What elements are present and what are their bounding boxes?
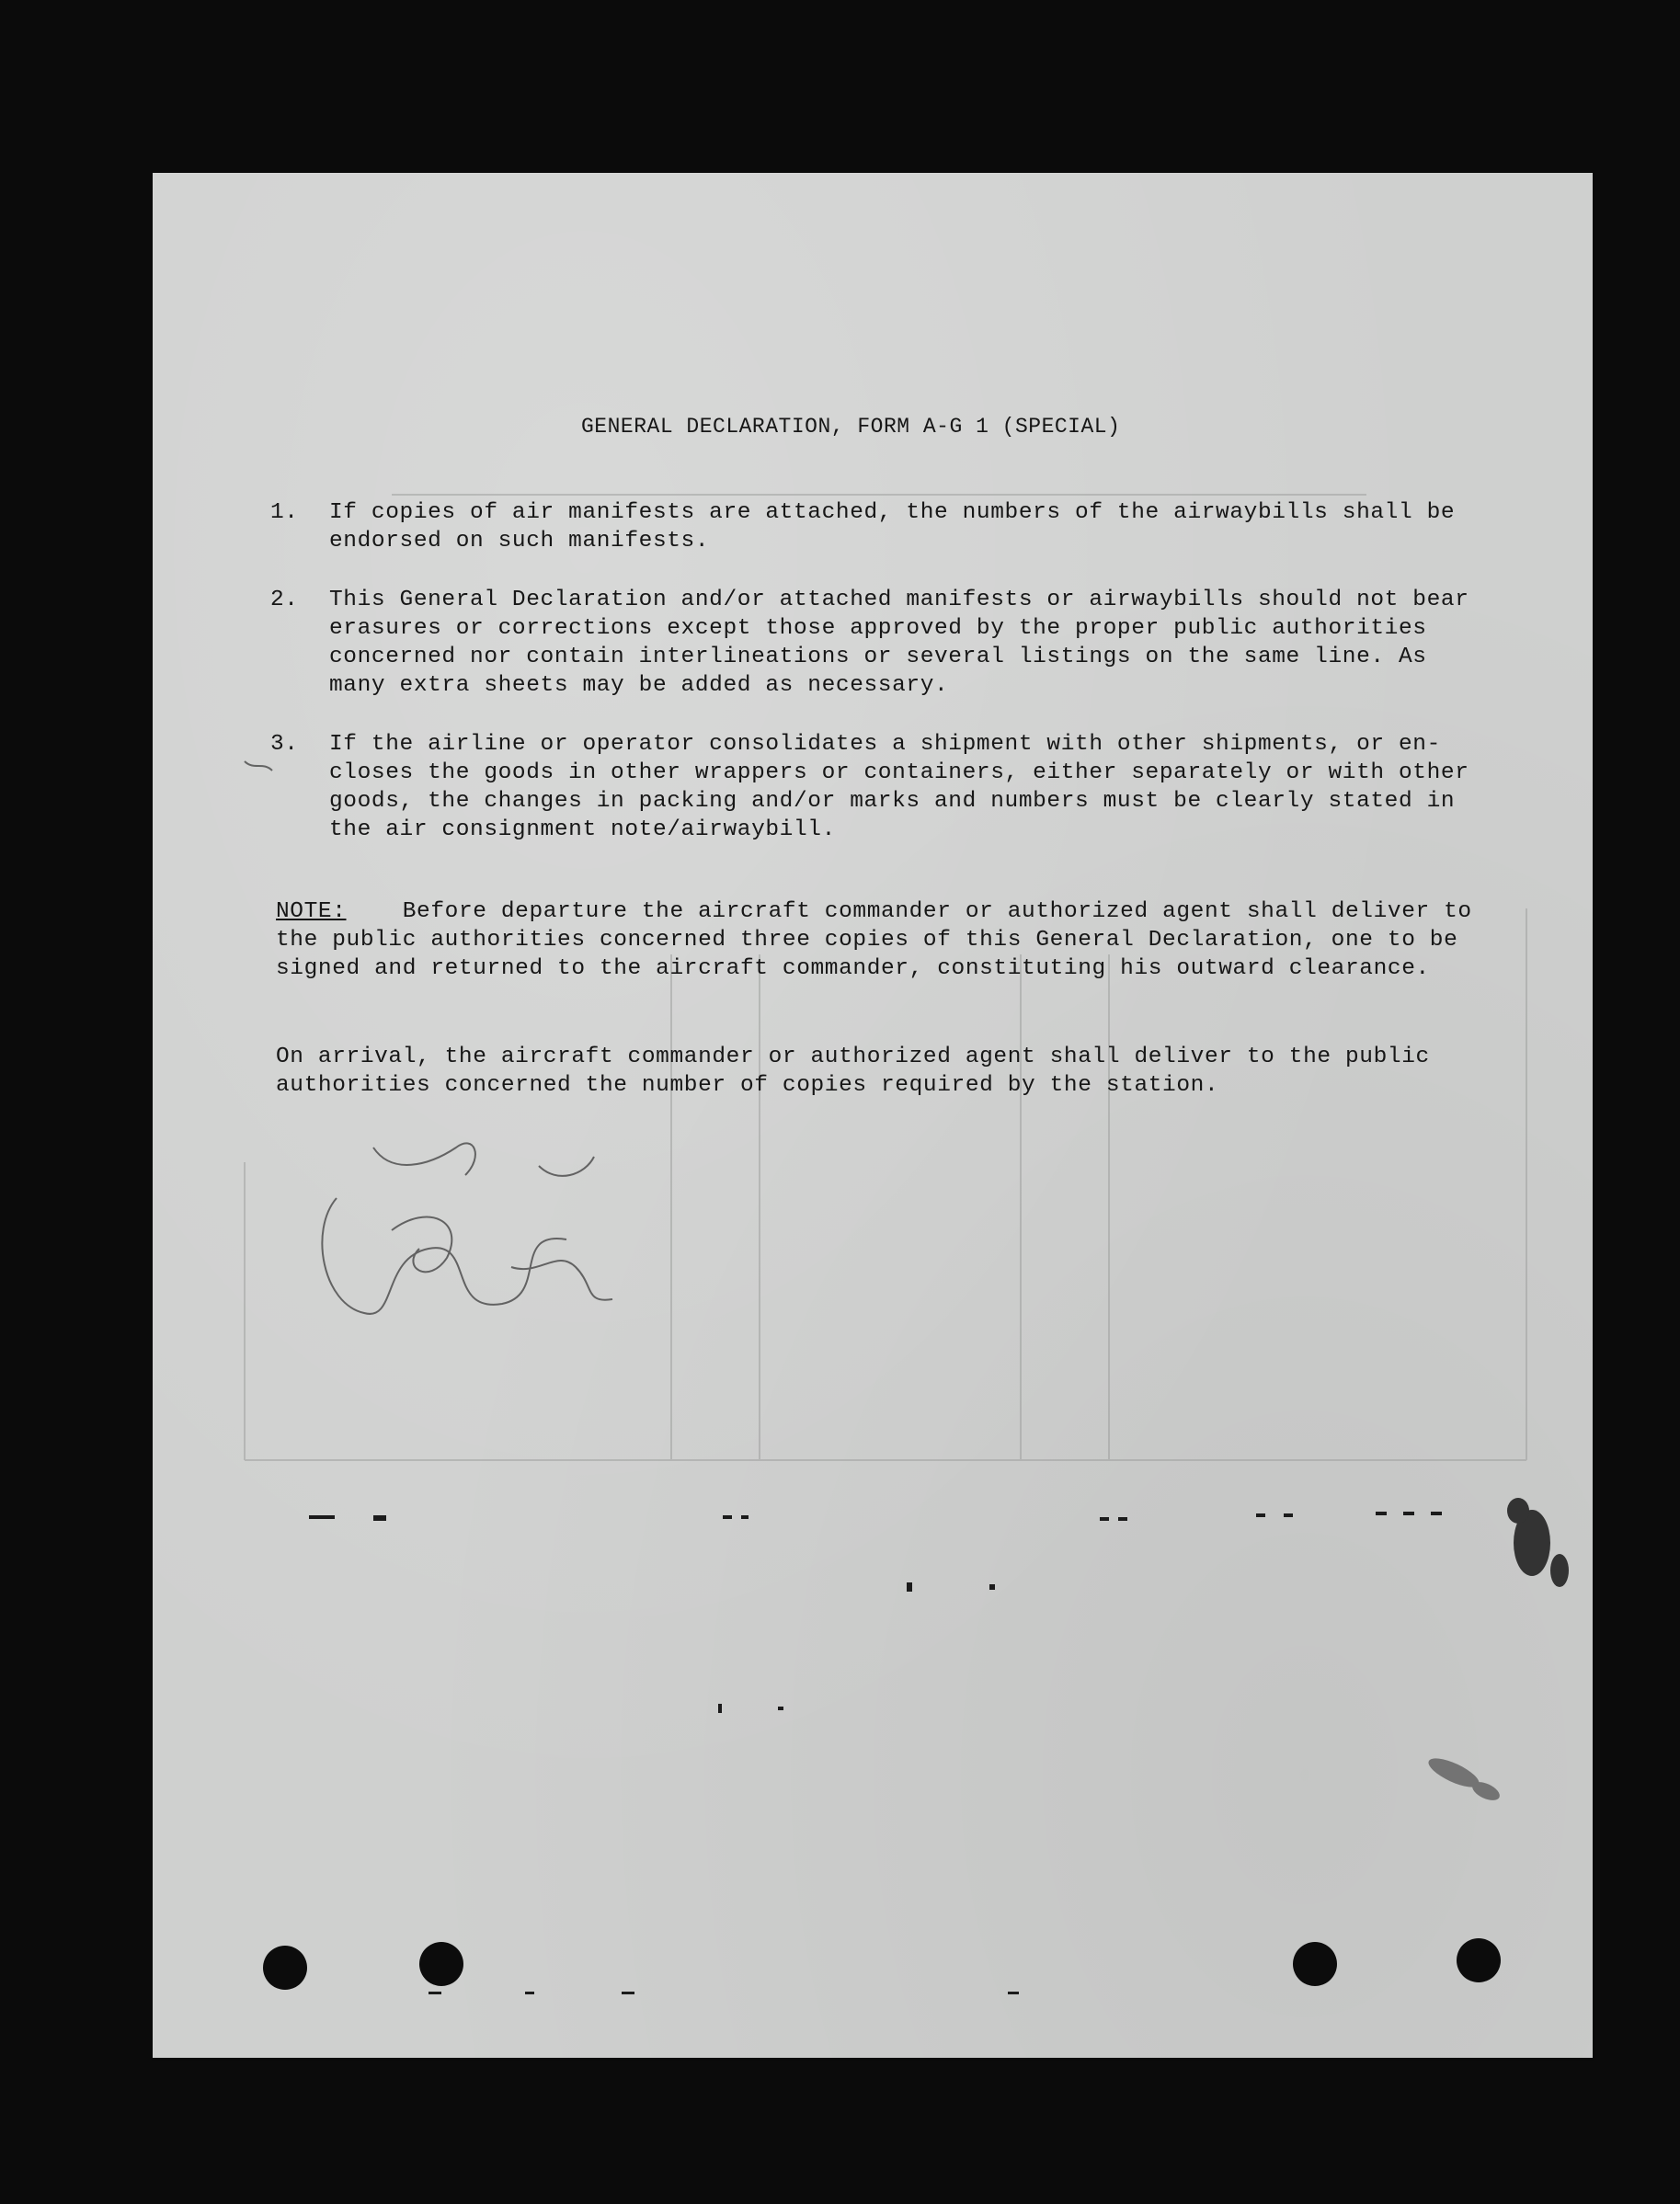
item-number: 3. — [270, 732, 299, 757]
list-item-3 — [270, 730, 1484, 844]
note-paragraph — [276, 897, 1490, 983]
punch-hole-1 — [263, 1946, 307, 1990]
item-text: If copies of air manifests are attached, the numbers of the airwaybills shall be endorsed on such manifests. — [329, 500, 1456, 554]
document-page — [153, 173, 1593, 2058]
punch-hole-3 — [1293, 1942, 1337, 1986]
punch-hole-4 — [1457, 1938, 1501, 1982]
note-label: NOTE: — [276, 899, 347, 924]
arrival-paragraph: On arrival, the aircraft commander or authorized agent shall deliver to the public authorities concerned the number of copies required by the station. — [276, 1045, 1430, 1098]
note-text: Before departure the aircraft commander or authorized agent shall deliver to the public authorities concerned three copies of this General Declaration, one to be signed and returned to the aircraft commander, constituting his outward clearance. — [276, 899, 1472, 981]
item-text: If the airline or operator consolidates a shipment with other shipments, or en- closes the goods in other wrappers or containers, either separately or with other goods, the changes in packing and/or marks and numbers must be clearly stated in the air consignment note/airwaybill. — [329, 732, 1469, 842]
item-text: This General Declaration and/or attached manifests or airwaybills should not bear erasures or corrections except those approved by the proper public authorities concerned nor contain interlineations or several listings on the same line. As many extra sheets may be added as necessary. — [329, 588, 1469, 698]
item-number: 2. — [270, 588, 299, 612]
list-item-2 — [270, 586, 1484, 700]
form-title: GENERAL DECLARATION, FORM A-G 1 (SPECIAL) — [581, 415, 1121, 439]
list-item-1 — [270, 498, 1484, 555]
item-number: 1. — [270, 500, 299, 525]
bleed-through-marks — [153, 173, 1593, 2058]
punch-hole-2 — [419, 1942, 463, 1986]
